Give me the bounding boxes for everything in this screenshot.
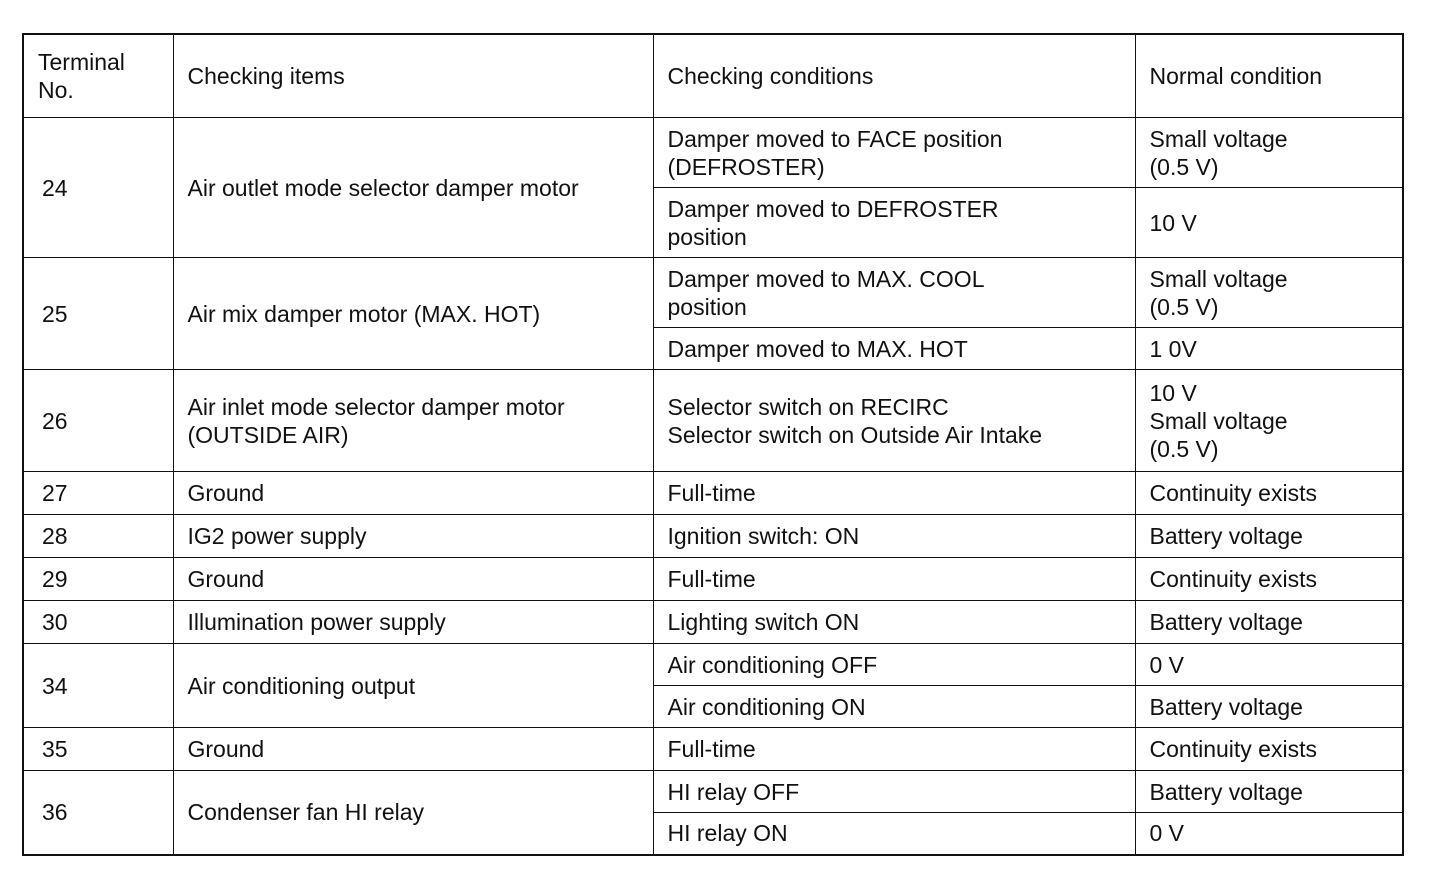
table-row [23,601,1403,644]
checking-item-cell: Air outlet mode selector damper motor [173,118,653,258]
normal-condition-cell: Continuity exists [1135,728,1403,771]
terminal-number-cell: 29 [23,558,173,601]
normal-condition-cell: 1 0V [1135,328,1403,370]
table-row [23,644,1403,686]
normal-condition-cell: 10 V [1135,188,1403,258]
checking-condition-cell: Damper moved to MAX. HOT [653,328,1135,370]
terminal-number-cell: 34 [23,644,173,728]
header-normal-condition: Normal condition [1135,34,1403,118]
normal-condition-cell: Small voltage (0.5 V) [1135,258,1403,328]
checking-item-cell: Air inlet mode selector damper motor (OUTSIDE AIR) [173,370,653,472]
header-terminal-no: Terminal No. [23,34,173,118]
checking-item-cell: IG2 power supply [173,515,653,558]
terminal-number-cell: 25 [23,258,173,370]
terminal-number-cell: 30 [23,601,173,644]
terminal-number-cell: 24 [23,118,173,258]
table-row [23,370,1403,472]
header-checking-conditions: Checking conditions [653,34,1135,118]
table-row [23,558,1403,601]
terminal-number-cell: 28 [23,515,173,558]
checking-condition-cell: Air conditioning OFF [653,644,1135,686]
checking-condition-cell: Air conditioning ON [653,686,1135,728]
normal-condition-cell: Small voltage (0.5 V) [1135,118,1403,188]
checking-item-cell: Ground [173,472,653,515]
table-row [23,515,1403,558]
table-body [23,118,1403,855]
normal-condition-cell: Continuity exists [1135,472,1403,515]
normal-condition-cell: 0 V [1135,644,1403,686]
terminal-number-cell: 27 [23,472,173,515]
normal-condition-cell: Battery voltage [1135,771,1403,813]
normal-condition-cell: 0 V [1135,813,1403,855]
checking-condition-cell: Damper moved to DEFROSTER position [653,188,1135,258]
table-row [23,771,1403,813]
terminal-number-cell: 35 [23,728,173,771]
normal-condition-cell: 10 V Small voltage (0.5 V) [1135,370,1403,472]
checking-condition-cell: Damper moved to MAX. COOL position [653,258,1135,328]
checking-item-cell: Illumination power supply [173,601,653,644]
table-row [23,258,1403,328]
checking-item-cell: Air conditioning output [173,644,653,728]
table-header-row [23,34,1403,118]
terminal-number-cell: 36 [23,771,173,855]
normal-condition-cell: Battery voltage [1135,601,1403,644]
checking-condition-cell: Selector switch on RECIRC Selector switch on Outside Air Intake [653,370,1135,472]
terminal-check-table [22,33,1404,856]
terminal-number-cell: 26 [23,370,173,472]
checking-condition-cell: Full-time [653,558,1135,601]
table-row [23,472,1403,515]
checking-item-cell: Ground [173,558,653,601]
checking-condition-cell: Ignition switch: ON [653,515,1135,558]
header-checking-items: Checking items [173,34,653,118]
normal-condition-cell: Battery voltage [1135,686,1403,728]
table-row [23,118,1403,188]
checking-condition-cell: Full-time [653,728,1135,771]
normal-condition-cell: Battery voltage [1135,515,1403,558]
checking-condition-cell: Lighting switch ON [653,601,1135,644]
checking-condition-cell: HI relay OFF [653,771,1135,813]
checking-condition-cell: HI relay ON [653,813,1135,855]
table-row [23,728,1403,771]
checking-item-cell: Ground [173,728,653,771]
terminal-check-table-container [22,33,1402,856]
normal-condition-cell: Continuity exists [1135,558,1403,601]
checking-item-cell: Condenser fan HI relay [173,771,653,855]
checking-condition-cell: Damper moved to FACE position (DEFROSTER) [653,118,1135,188]
checking-condition-cell: Full-time [653,472,1135,515]
checking-item-cell: Air mix damper motor (MAX. HOT) [173,258,653,370]
